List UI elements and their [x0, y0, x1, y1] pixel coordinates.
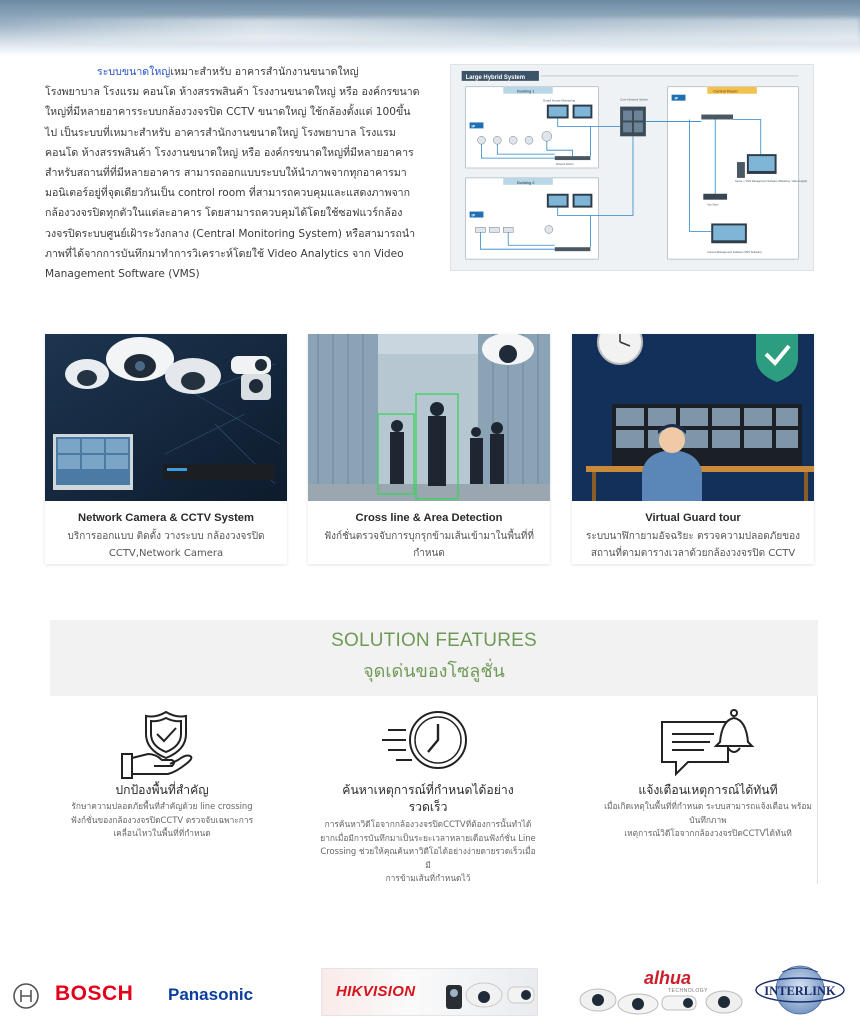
- diagram-core-switch: Core Network Switch: [620, 97, 648, 102]
- feature-title: แจ้งเตือนเหตุการณ์ได้ทันที: [638, 783, 778, 797]
- interlink-logo: INTERLINK: [764, 984, 836, 998]
- diagram-ip-3: IP: [674, 95, 679, 101]
- hikvision-banner: [321, 968, 538, 1016]
- dahua-logo-sub: TECHNOLOGY: [668, 988, 709, 994]
- intro-line: ภาพที่ได้จากการบันทึกมาทำการวิเคราะห์โดยใช้ Video Analytics จาก Video: [45, 247, 404, 260]
- service-card-desc: ระบบนาฬิกายามอัจฉริยะ ตรวจความปลอดภัยของ สถานที่ตามตารางเวลาด้วยกล้องวงจรปิด CCTV: [586, 531, 800, 559]
- feature-title: ปกป้องพื้นที่สำคัญ: [115, 783, 209, 797]
- intro-line-1: ระบบขนาดใหญ่เหมาะสำหรับ อาคารสำนักงานขนาดใหญ่: [97, 66, 359, 78]
- service-card-cross-line[interactable]: [308, 334, 550, 564]
- intro-line: มอนิเตอร์อยู่ที่จุดเดียวกันเป็น control room ที่สามารถควบคุมและแสดงภาพจาก: [45, 187, 411, 200]
- intro-line: กล้องวงจรปิดทุกตัวในแต่ละอาคาร โดยสามารถควบคุมได้โดยใช้ซอฟแวร์กล้อง: [45, 207, 403, 220]
- intro-line: ใหญ่ที่มีหลายอาคารระบบกล้องวงจรปิด CCTV ขนาดใหญ่ ใช้กล้องตั้งแต่ 100ขึ้น: [45, 106, 411, 119]
- diagram-building-1: Building 1: [517, 88, 535, 94]
- intro-paragraph: [45, 62, 435, 284]
- diagram-key-store: Key Store: [707, 203, 719, 207]
- diagram-server: Server + VGD Management Software (Milestone, Video Insight): [734, 179, 808, 183]
- dahua-banner: [578, 966, 748, 1016]
- service-card-desc: บริการออกแบบ ติดตั้ง วางระบบ กล้องวงจรปิด CCTV,Network Camera: [67, 531, 265, 559]
- top-banner: [0, 0, 860, 56]
- bosch-logo-icon: [12, 982, 40, 1010]
- diagram-control-room: Control Room: [713, 88, 738, 94]
- network-camera-image: [45, 334, 287, 501]
- diagram-title: Large Hybrid System: [465, 74, 526, 81]
- service-card-network-camera[interactable]: [45, 334, 287, 564]
- virtual-guard-image: [572, 334, 814, 501]
- intro-line: โรงพยาบาล โรงแรม คอนโด ห้างสรรพสินค้า โรงงานขนาดใหญ่ หรือ องค์กรขนาด: [45, 86, 420, 99]
- diagram-client: Camera Management Software (VMS Software): [707, 251, 762, 255]
- panasonic-logo: Panasonic: [168, 985, 254, 1004]
- solution-features-header: [50, 620, 818, 696]
- fast-clock-icon: [378, 706, 478, 782]
- intro-line: วงจรปิดระบบศูนย์เฝ้าระวังกลาง (Central Monitoring System) หรือสามารถนำ: [45, 227, 416, 240]
- feature-desc: รักษาความปลอดภัยพื้นที่สำคัญด้วย line crossing ฟังก์ชั่นของกล้องวงจรปิดCCTV ตรวจจับเฉพาะการ เคลื่อนไหวในพื้นที่ที่กำหนด: [70, 801, 254, 838]
- diagram-building-2: Building 2: [517, 179, 535, 185]
- solution-features-title-en: SOLUTION FEATURES: [331, 630, 537, 651]
- chat-bell-icon: [658, 706, 758, 782]
- intro-line: สำหรับสถานที่ที่มีหลายอาคาร สามารถออกแบบระบบให้นำภาพจากทุกอาคารมา: [45, 167, 407, 180]
- service-card-title: Virtual Guard tour: [645, 512, 741, 524]
- intro-line: ไป เป็นระบบที่เหมาะสำหรับ อาคารสำนักงานขนาดใหญ่ โรงพยาบาล โรงแรม: [45, 126, 396, 139]
- dahua-logo: alhua: [644, 968, 692, 988]
- intro-highlight[interactable]: ระบบขนาดใหญ่: [97, 66, 171, 78]
- shield-hand-icon: [112, 706, 212, 782]
- interlink-banner: [752, 962, 848, 1018]
- feature-desc: การค้นหาวิดีโอจากกล้องวงจรปิดCCTVที่ต้องการนั้นทำได้ ยากเมื่อมีการบันทึกมาเป็นระยะเวลาหลายเดือนฟังก์ชั่น Line Crossing ช่วยให้คุณค้นหาวิดีโอได้อย่างง่ายดายรวดเร็วเมื่อมี การข้ามเส้นที่กำหนดไว้: [320, 819, 536, 883]
- intro-line: Management Software (VMS): [45, 268, 200, 281]
- feature-desc: เมื่อเกิดเหตุในพื้นที่ที่กำหนด ระบบสามารถแจ้งเตือน พร้อมบันทึกภาพ เหตุการณ์วิดีโอจากกล้องวงจรปิดCCTVได้ทันที: [604, 801, 812, 838]
- diagram-switch-1: Network Switch: [555, 163, 574, 167]
- feature-title: ค้นหาเหตุการณ์ที่กำหนดได้อย่าง รวดเร็ว: [342, 783, 514, 814]
- service-card-virtual-guard-tour[interactable]: [572, 334, 814, 564]
- service-card-title: Network Camera & CCTV System: [78, 512, 254, 524]
- hikvision-cameras-icon: [440, 971, 536, 1015]
- service-card-desc: ฟังก์ชั่นตรวจจับการบุกรุกข้ามเส้นเข้ามาในพื้นที่ที่ กำหนด: [324, 531, 534, 559]
- service-card-title: Cross line & Area Detection: [355, 512, 503, 524]
- diagram-guard-monitoring: Guard House Monitoring: [542, 98, 576, 103]
- diagram-ip-1: IP: [471, 123, 476, 129]
- solution-features-title-th: จุดเด่นของโซลูชั่น: [363, 661, 505, 682]
- large-hybrid-system-diagram: [450, 64, 814, 271]
- intro-line: คอนโด ห้างสรรพสินค้า โรงงานขนาดใหญ่ หรือ องค์กรขนาดใหญ่ที่มีหลายอาคาร: [45, 146, 414, 159]
- bosch-logo: BOSCH: [55, 982, 134, 1005]
- cross-line-image: [308, 334, 550, 501]
- hikvision-logo: HIKVISION: [336, 983, 416, 1000]
- diagram-ip-2: IP: [471, 212, 476, 218]
